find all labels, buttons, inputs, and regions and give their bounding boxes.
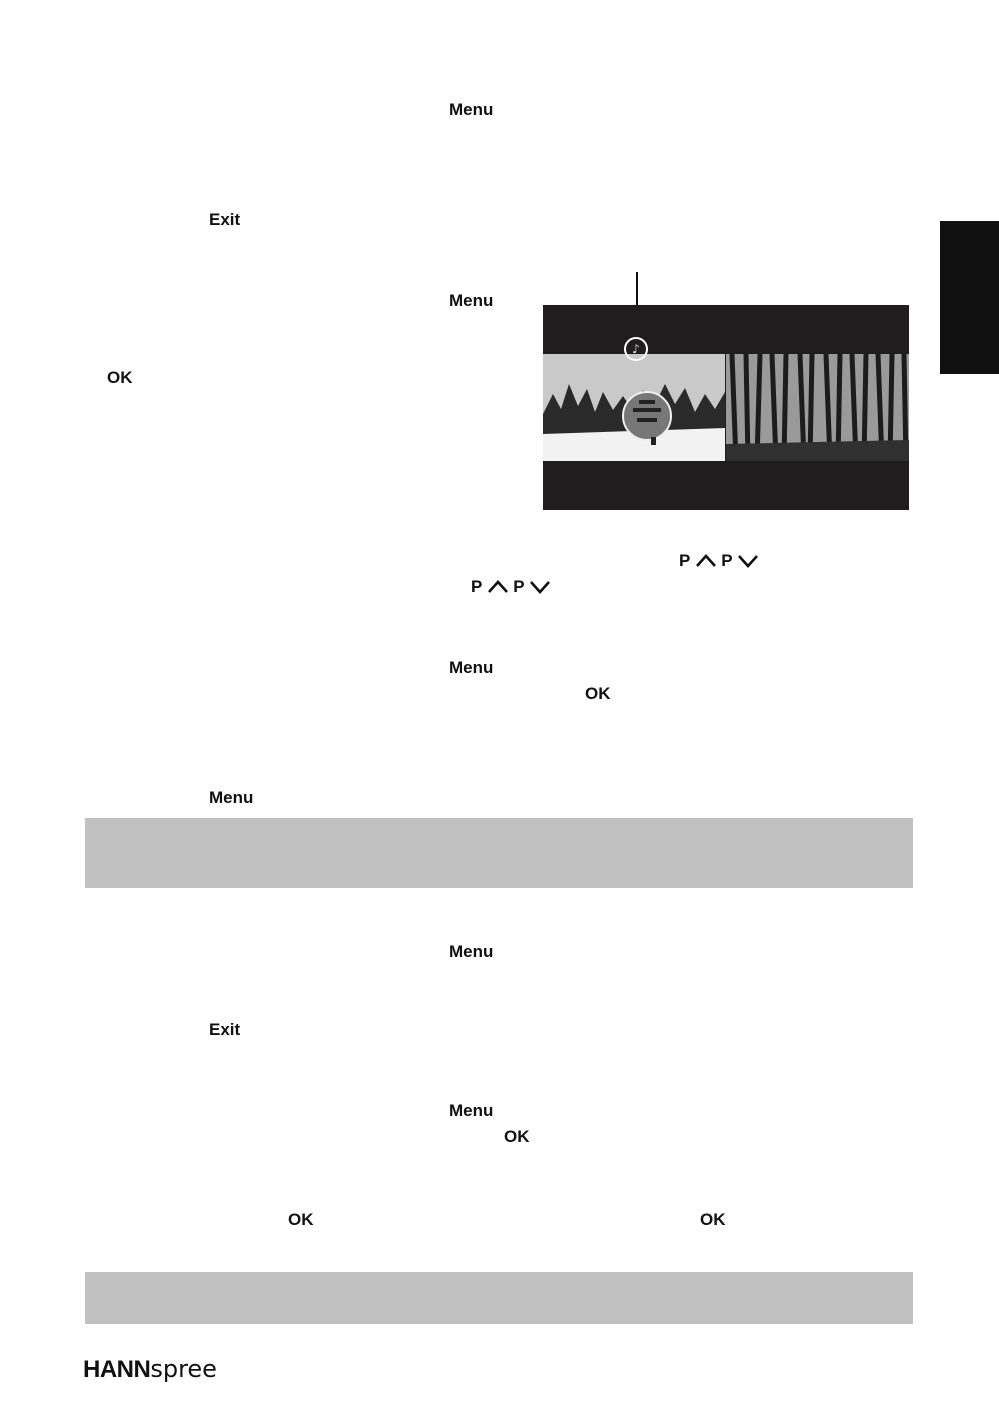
exit-key-label: Exit bbox=[209, 210, 241, 229]
ok-key-label: OK bbox=[700, 1210, 726, 1229]
menu-key-label: Menu bbox=[449, 291, 494, 310]
note-box bbox=[85, 818, 913, 888]
p-key-label: P bbox=[513, 577, 525, 596]
p-key-label: P bbox=[471, 577, 483, 596]
note-box bbox=[85, 1272, 913, 1324]
bamboo-forest-picture bbox=[726, 354, 909, 461]
menu-key-label: Menu bbox=[209, 788, 254, 807]
chevron-up-icon bbox=[487, 579, 509, 595]
chevron-down-icon bbox=[737, 553, 759, 569]
chevron-up-icon bbox=[695, 553, 717, 569]
menu-key-label: Menu bbox=[449, 942, 494, 961]
menu-key-label: Menu bbox=[449, 100, 494, 119]
p-key-label: P bbox=[679, 551, 691, 570]
music-note-icon: ♪ bbox=[632, 342, 640, 356]
section-tab bbox=[940, 221, 999, 374]
menu-key-label: Menu bbox=[449, 1101, 494, 1120]
ok-key-label: OK bbox=[504, 1127, 530, 1146]
chevron-down-icon bbox=[529, 579, 551, 595]
snowy-forest-picture bbox=[543, 354, 725, 461]
logo-bold-text: HANN bbox=[83, 1356, 151, 1383]
right-picture-pane bbox=[726, 354, 909, 461]
ok-key-label: OK bbox=[288, 1210, 314, 1229]
channel-keys bbox=[679, 550, 759, 572]
ok-key-label: OK bbox=[585, 684, 611, 703]
tv-screen-illustration bbox=[543, 305, 909, 510]
menu-key-label: Menu bbox=[449, 658, 494, 677]
channel-keys bbox=[471, 576, 551, 598]
ok-key-label: OK bbox=[107, 368, 133, 387]
p-key-label: P bbox=[721, 551, 733, 570]
exit-key-label: Exit bbox=[209, 1020, 241, 1039]
hannspree-logo bbox=[83, 1354, 217, 1384]
logo-light-text: spree bbox=[150, 1355, 217, 1383]
left-picture-pane bbox=[543, 354, 725, 461]
